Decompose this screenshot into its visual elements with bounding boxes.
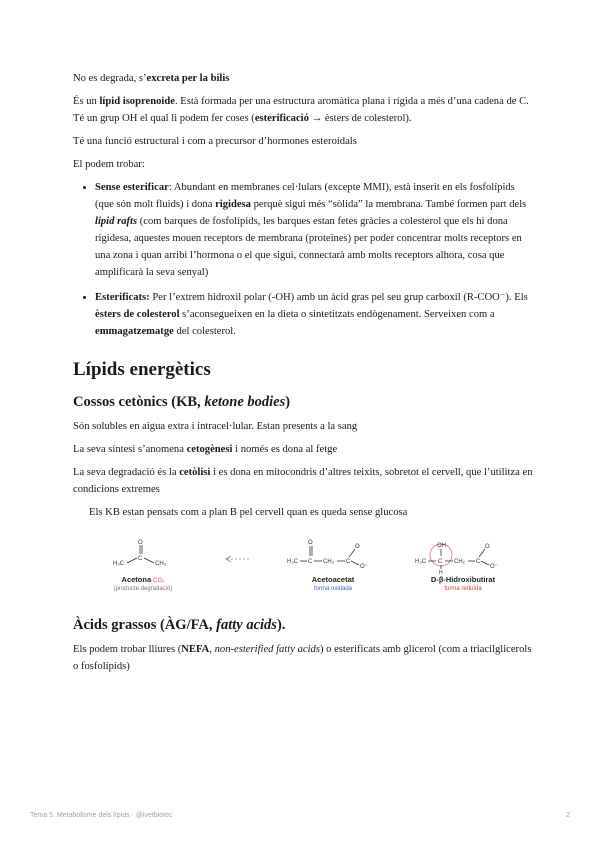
- acetona-structure: H₃C C O CH₃ Acetona-CO₂ (producte degradació): [91, 535, 195, 603]
- svg-text:O: O: [308, 540, 313, 546]
- page-number: 2: [566, 812, 570, 819]
- svg-text:H₃C: H₃C: [415, 559, 427, 565]
- hidroxibutirat-diagram: [411, 535, 515, 575]
- svg-text:C: C: [346, 559, 351, 565]
- paragraph-funcio: Té una funció estructural i com a precursor d’hormones esteroidals: [73, 136, 357, 147]
- kb-paragraph-3: La seva degradació és la cetòlisi i es dona en mitocondris d’altres teixits, sobretot el cervell, que l’utilitza en condicions extremes: [73, 467, 533, 495]
- paragraph-trobar: El podem trobar:: [73, 159, 145, 170]
- section-title: Lípids energètics: [73, 359, 211, 380]
- svg-text:OH: OH: [437, 543, 446, 549]
- svg-text:C: C: [476, 559, 481, 565]
- svg-text:C: C: [438, 559, 443, 565]
- acetoacetat-diagram: [281, 535, 385, 575]
- svg-text:O: O: [355, 544, 360, 550]
- ketone-bodies-figure: [73, 535, 533, 603]
- svg-text:C: C: [308, 559, 313, 565]
- svg-text:C: C: [138, 556, 143, 562]
- paragraph-bilis: No es degrada, s’excreta per la bilis: [73, 73, 230, 84]
- list-item-esterificats: • Esterificats: Per l’extrem hidroxil polar (-OH) amb un àcid gras pel seu grup carboxil (R-COO⁻). Els èsters de colesterol s’aconsegueixen en la dieta o sintetitzats endògenament. Serveixen com a emmagatzematge del colesterol.: [95, 289, 533, 340]
- svg-text:O⁻: O⁻: [490, 564, 498, 570]
- kb-paragraph-1: Són solubles en aigua extra i intracel·lular. Estan presents a la sang: [73, 421, 358, 432]
- svg-text:O: O: [138, 540, 143, 546]
- svg-text:O: O: [485, 544, 490, 550]
- page-content: [73, 70, 533, 681]
- list-item-sense-esterificar: • Sense esterificar: Abundant en membranes cel·lulars (excepte MMI), està inserit en els fosfolípids (que són molt fluids) i dona rigidesa perquè sigui més “sòlida” la membrana. També formen part dels lipid rafts (com barques de fosfolípids, les barques estan fetes gràcies a colesterol que els hi dona rigidesa, aquestes mouen receptors de membrana (proteïnes) per poder concentrar molts receptors en una zona i quan arribi l’hormona o el que sigui, connectarà amb molts receptors alhora, cosa que amplificarà la seva senyal): [95, 179, 533, 281]
- svg-text:O⁻: O⁻: [360, 564, 368, 570]
- reaction-arrow: [221, 535, 255, 603]
- svg-text:CH₂: CH₂: [323, 559, 334, 565]
- fatty-acids-paragraph: Els podem trobar lliures (NEFA, non-esterified fatty acids) o esterificats amb glicerol (com a triacilglicerols o fosfolípids): [73, 644, 532, 672]
- acetona-diagram: [91, 535, 195, 575]
- fatty-acids-heading: Àcids grassos (ÀG/FA, fatty acids).: [73, 617, 286, 633]
- page-footer: [30, 812, 570, 819]
- kb-paragraph-2: La seva síntesi s’anomena cetogènesi i només es dona al fetge: [73, 444, 338, 455]
- paragraph-isoprenoide: És un lípid isoprenoide. Està formada per una estructura aromàtica plana i rígida a més d’una cadena de C. Té un grup OH el qual li podem fer coses (esterificació → èsters de colesterol).: [73, 96, 529, 124]
- svg-text:CH₂: CH₂: [454, 559, 465, 565]
- dashed-arrow-icon: [221, 535, 255, 575]
- bullet-list: [73, 179, 533, 340]
- svg-text:CH₃: CH₃: [155, 561, 167, 567]
- acetoacetat-structure: H₃C C O CH₂ C O O⁻ Acetoacetat forma oxidada: [281, 535, 385, 603]
- hidroxibutirat-structure: H₃C C OH H CH₂ C O O⁻ D-β-Hidroxibutirat forma reduïda: [411, 535, 515, 603]
- svg-text:H: H: [439, 570, 443, 575]
- footer-title: Tema 5. Metabolisme dels lípids - @ivetbiotec: [30, 812, 173, 819]
- svg-text:H₃C: H₃C: [113, 561, 125, 567]
- kb-paragraph-4: Els KB estan pensats com a plan B pel cervell quan es queda sense glucosa: [89, 507, 408, 518]
- svg-text:H₃C: H₃C: [287, 559, 299, 565]
- kb-heading: Cossos cetònics (KB, ketone bodies): [73, 394, 291, 410]
